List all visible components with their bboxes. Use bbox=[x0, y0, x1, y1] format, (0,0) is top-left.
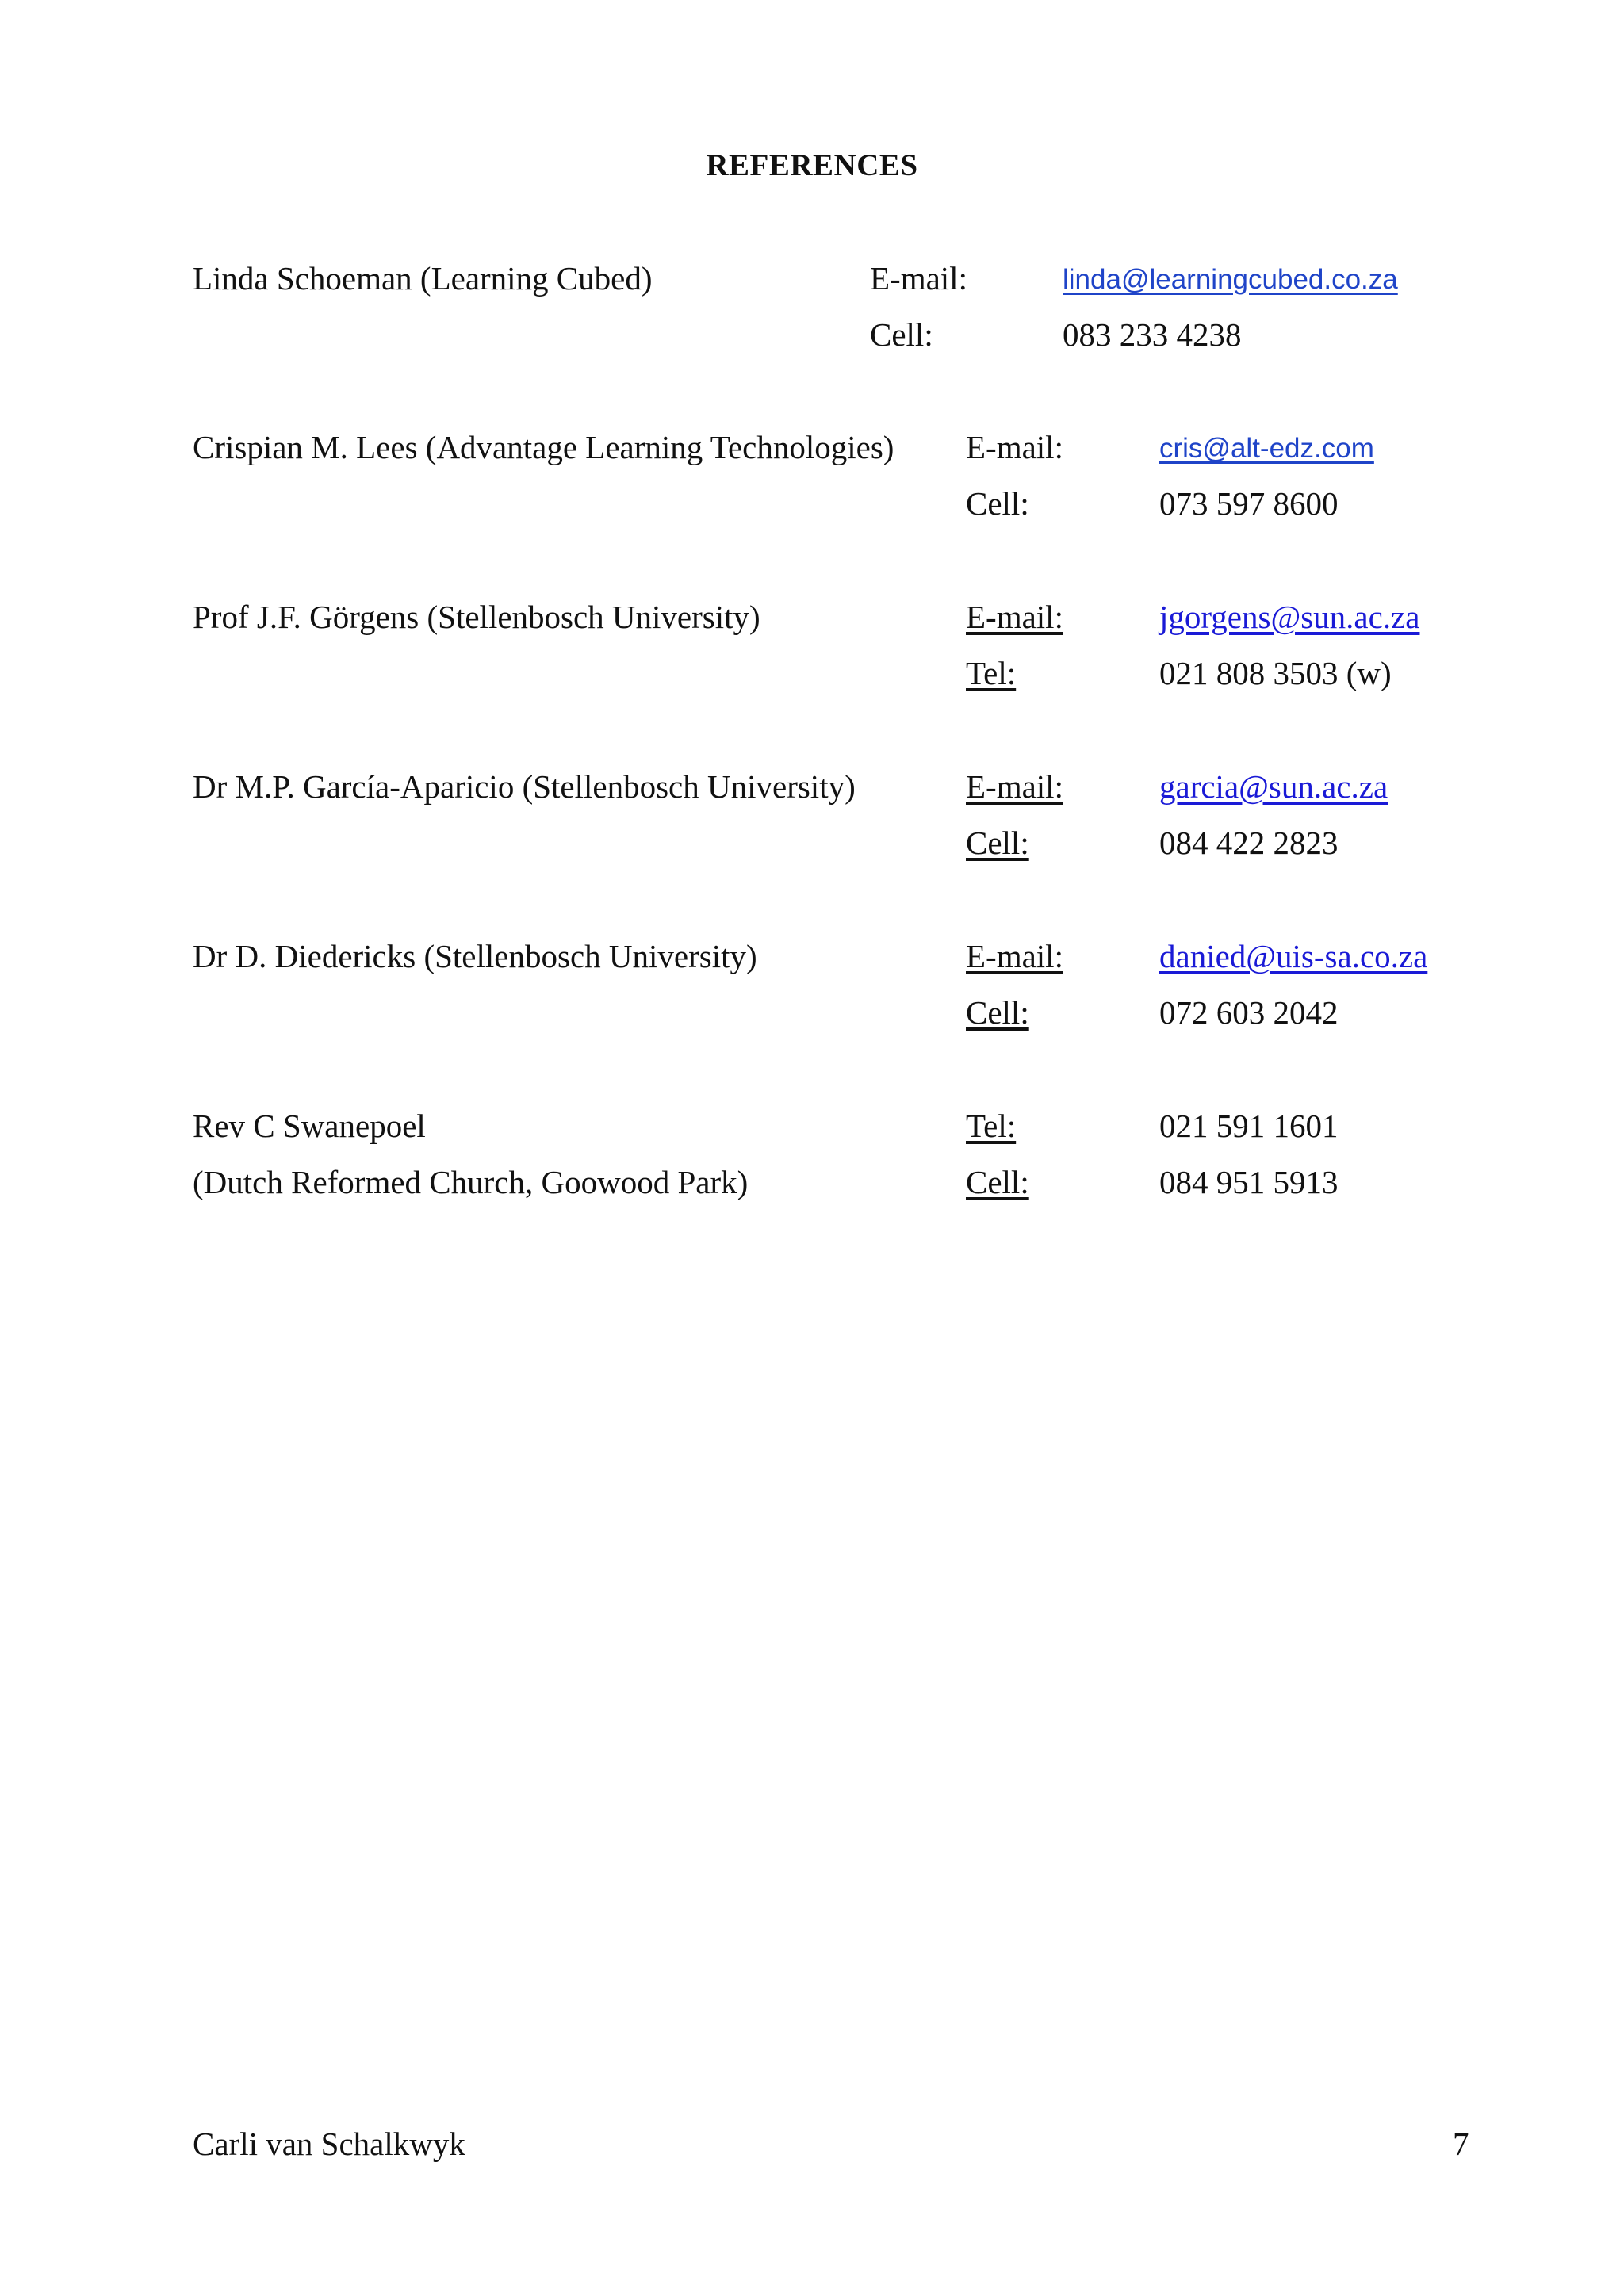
cell-label: Cell: bbox=[966, 825, 1029, 861]
email-label: E-mail: bbox=[870, 260, 967, 297]
reference-name: Rev C Swanepoel bbox=[193, 1108, 426, 1144]
cell-value: 083 233 4238 bbox=[1063, 316, 1242, 353]
reference-name: Dr M.P. García-Aparicio (Stellenbosch University) bbox=[193, 768, 856, 805]
reference-organization: (Dutch Reformed Church, Goowood Park) bbox=[193, 1164, 749, 1200]
reference-name: Dr D. Diedericks (Stellenbosch University) bbox=[193, 938, 757, 974]
page-number: 7 bbox=[1453, 2126, 1469, 2162]
email-label: E-mail: bbox=[966, 938, 1063, 974]
email-label: E-mail: bbox=[966, 768, 1063, 805]
email-label: E-mail: bbox=[966, 429, 1063, 465]
email-link[interactable]: jgorgens@sun.ac.za bbox=[1159, 599, 1420, 635]
email-label: E-mail: bbox=[966, 599, 1063, 635]
page-title: REFERENCES bbox=[706, 148, 918, 182]
reference-name: Linda Schoeman (Learning Cubed) bbox=[193, 260, 653, 297]
reference-name: Prof J.F. Görgens (Stellenbosch University) bbox=[193, 599, 760, 635]
cell-value: 084 422 2823 bbox=[1159, 825, 1339, 861]
email-link[interactable]: garcia@sun.ac.za bbox=[1159, 768, 1388, 805]
cell-value: 084 951 5913 bbox=[1159, 1164, 1339, 1200]
email-link[interactable]: linda@learningcubed.co.za bbox=[1063, 264, 1398, 295]
tel-label: Tel: bbox=[966, 655, 1017, 691]
reference-name: Crispian M. Lees (Advantage Learning Technologies) bbox=[193, 429, 894, 465]
tel-label: Tel: bbox=[966, 1108, 1017, 1144]
cell-value: 072 603 2042 bbox=[1159, 994, 1339, 1031]
cell-label: Cell: bbox=[966, 485, 1029, 522]
cell-label: Cell: bbox=[966, 1164, 1029, 1200]
cell-label: Cell: bbox=[870, 316, 933, 353]
cell-value: 073 597 8600 bbox=[1159, 485, 1339, 522]
email-link[interactable]: danied@uis-sa.co.za bbox=[1159, 938, 1428, 974]
email-link[interactable]: cris@alt-edz.com bbox=[1159, 433, 1374, 464]
footer-author: Carli van Schalkwyk bbox=[193, 2126, 465, 2162]
cell-label: Cell: bbox=[966, 994, 1029, 1031]
tel-value: 021 591 1601 bbox=[1159, 1108, 1339, 1144]
tel-value: 021 808 3503 (w) bbox=[1159, 655, 1392, 691]
